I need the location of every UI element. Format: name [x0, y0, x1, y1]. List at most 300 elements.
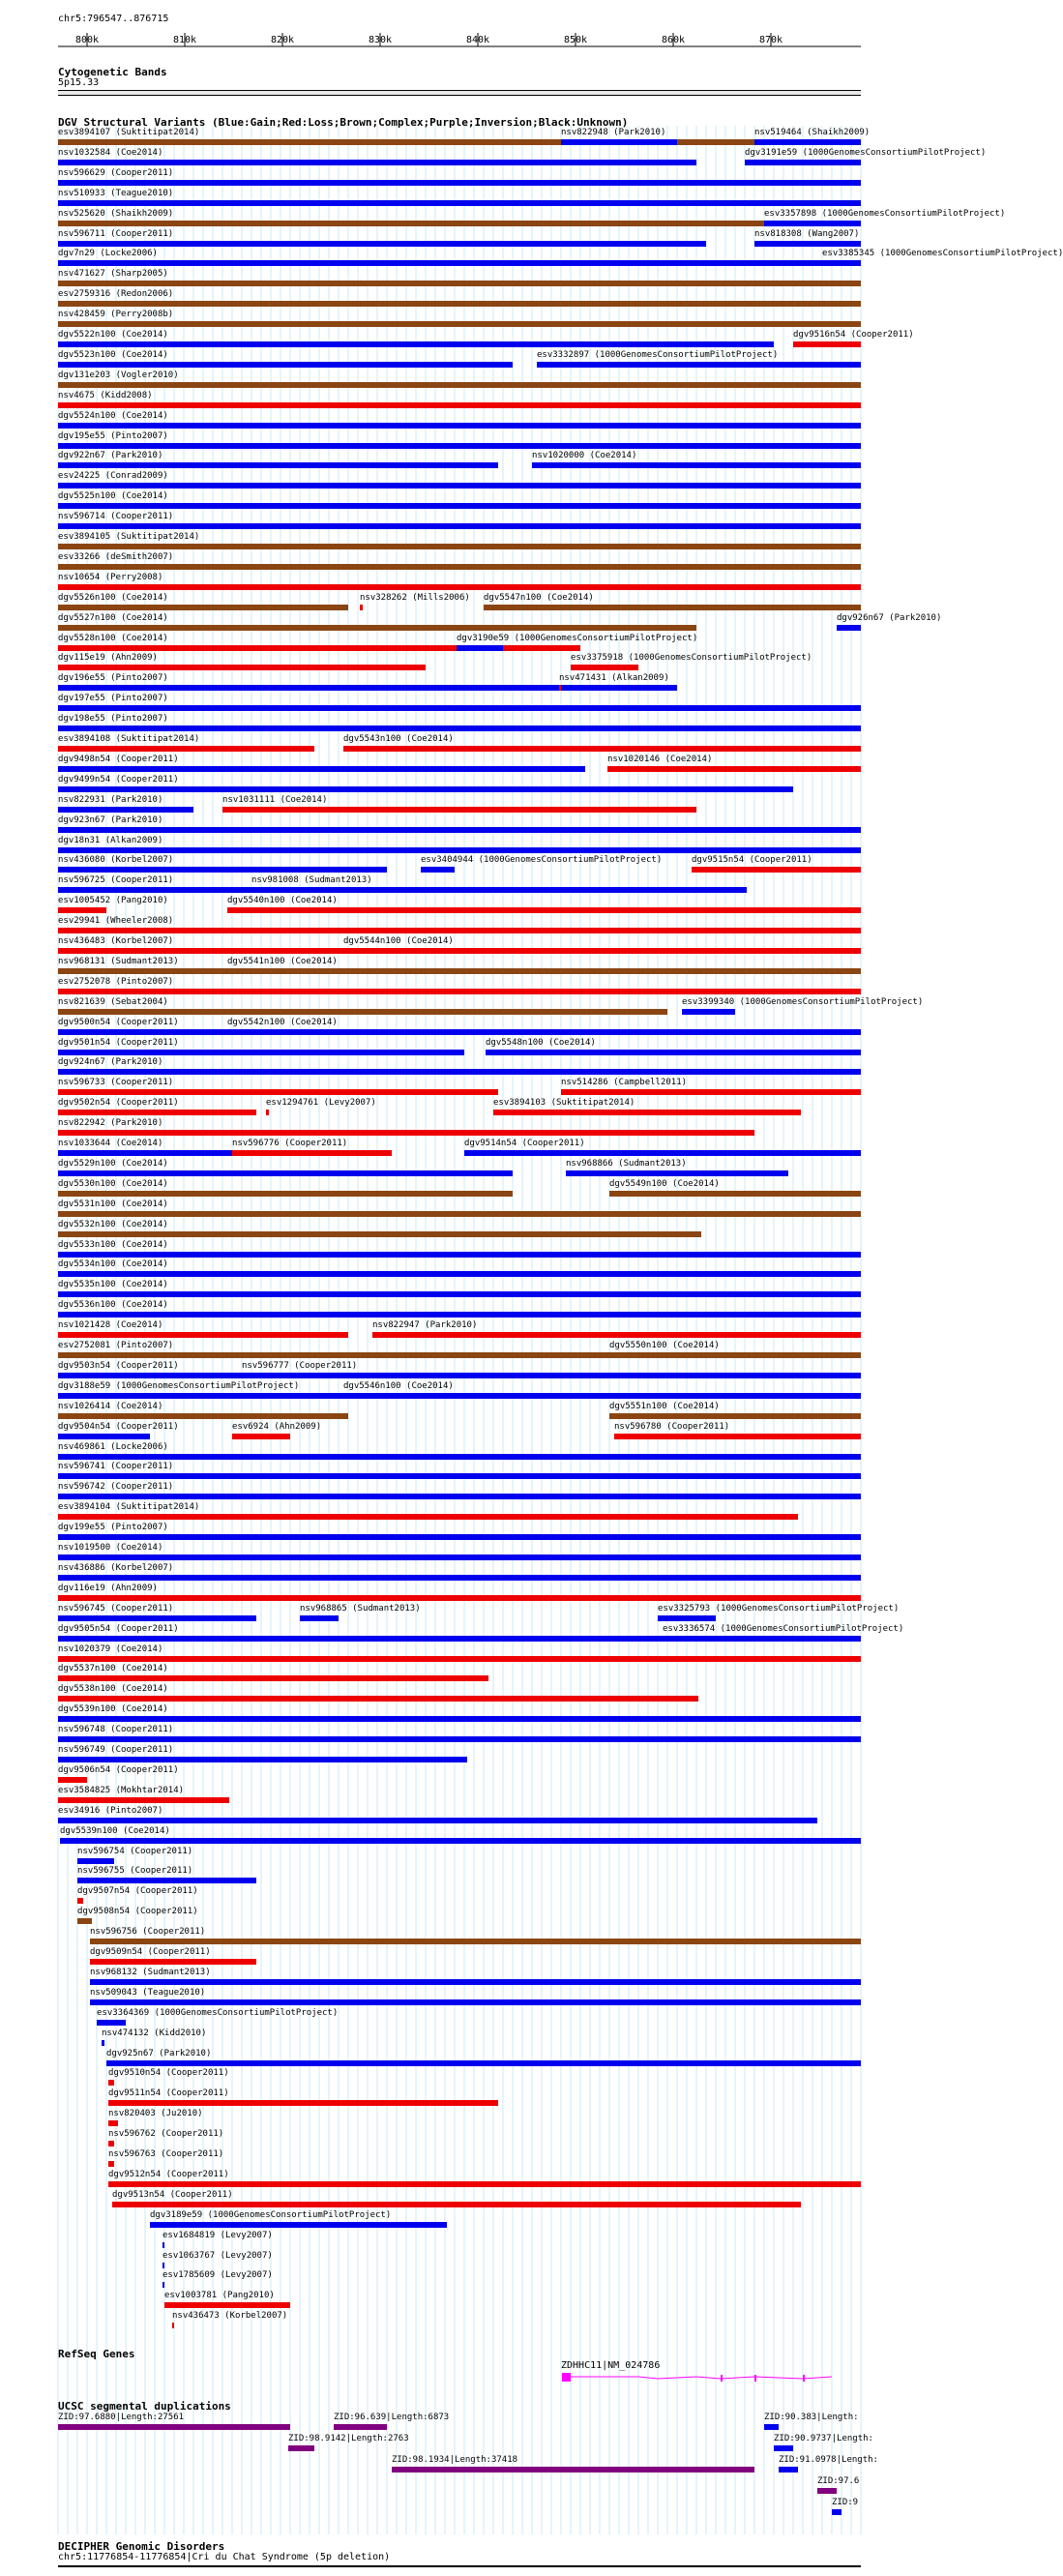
feature-label: dgv115e19 (Ahn2009)	[58, 653, 158, 664]
feature-label: esv2752078 (Pinto2007)	[58, 976, 174, 987]
feature-bar[interactable]	[77, 1918, 92, 1924]
feature-label: nsv510933 (Teague2010)	[58, 188, 174, 198]
feature-label: dgv7n29 (Locke2006)	[58, 249, 158, 259]
feature-label: dgv9508n54 (Cooper2011)	[77, 1907, 198, 1917]
feature-bar[interactable]	[112, 2202, 801, 2207]
feature-bar[interactable]	[58, 867, 387, 873]
feature-bar[interactable]	[58, 423, 861, 429]
feature-label: esv1063767 (Levy2007)	[162, 2250, 273, 2261]
feature-bar[interactable]	[58, 887, 747, 893]
feature-bar[interactable]	[288, 2445, 314, 2451]
feature-label: esv3894105 (Suktitipat2014)	[58, 532, 200, 542]
feature-bar[interactable]	[58, 544, 861, 549]
ruler-tick-label: 860k	[662, 35, 686, 45]
feature-label: dgv9501n54 (Cooper2011)	[58, 1037, 179, 1048]
refseq-exon	[803, 2375, 805, 2382]
feature-bar[interactable]	[421, 867, 455, 873]
feature-label: esv3404944 (1000GenomesConsortiumPilotProject)	[421, 855, 663, 866]
feature-bar[interactable]	[232, 1434, 290, 1439]
feature-bar[interactable]	[58, 1736, 861, 1742]
feature-label: nsv822948 (Park2010)	[561, 128, 666, 137]
feature-label: dgv3191e59 (1000GenomesConsortiumPilotProject)	[745, 147, 987, 158]
feature-bar[interactable]	[58, 1494, 861, 1499]
feature-label: dgv9505n54 (Cooper2011)	[58, 1623, 179, 1634]
feature-label: nsv471431 (Alkan2009)	[559, 673, 669, 684]
feature-label: esv3336574 (1000GenomesConsortiumPilotProject)	[663, 1623, 904, 1634]
feature-bar[interactable]	[607, 766, 861, 772]
feature-label: esv2752081 (Pinto2007)	[58, 1341, 174, 1350]
feature-label: dgv9502n54 (Cooper2011)	[58, 1098, 179, 1109]
feature-bar[interactable]	[58, 1312, 861, 1318]
feature-label: nsv968865 (Sudmant2013)	[300, 1603, 421, 1614]
feature-bar[interactable]	[614, 1434, 861, 1439]
feature-bar[interactable]	[90, 1979, 861, 1985]
feature-bar[interactable]	[58, 1554, 861, 1560]
feature-label: nsv596714 (Cooper2011)	[58, 512, 174, 522]
feature-bar[interactable]	[58, 807, 193, 813]
feature-label: dgv5543n100 (Coe2014)	[343, 734, 454, 744]
feature-bar[interactable]	[227, 1029, 861, 1035]
feature-bar[interactable]	[745, 160, 861, 165]
feature-label: nsv1019500 (Coe2014)	[58, 1543, 163, 1553]
feature-bar[interactable]	[537, 362, 861, 368]
feature-label: dgv197e55 (Pinto2007)	[58, 694, 168, 704]
feature-label: nsv818308 (Wang2007)	[754, 228, 860, 239]
feature-bar[interactable]	[58, 625, 696, 631]
feature-bar[interactable]	[58, 200, 861, 206]
feature-label: dgv116e19 (Ahn2009)	[58, 1583, 158, 1593]
feature-label: nsv469861 (Locke2006)	[58, 1441, 168, 1452]
feature-bar[interactable]	[754, 241, 861, 247]
feature-label: esv1684819 (Levy2007)	[162, 2230, 273, 2240]
feature-label: nsv596745 (Cooper2011)	[58, 1603, 174, 1614]
feature-label: dgv5533n100 (Coe2014)	[58, 1239, 168, 1250]
feature-label: dgv5526n100 (Coe2014)	[58, 592, 168, 603]
feature-label: dgv5544n100 (Coe2014)	[343, 936, 454, 946]
refseq-gene-label: ZDHHC11|NM_024786	[561, 2360, 661, 2371]
feature-label: nsv596733 (Cooper2011)	[58, 1078, 174, 1088]
feature-bar[interactable]	[58, 1009, 667, 1015]
feature-label: nsv471627 (Sharp2005)	[58, 269, 168, 280]
feature-bar[interactable]	[106, 2060, 861, 2066]
feature-bar[interactable]	[571, 665, 638, 670]
feature-bar[interactable]	[232, 1150, 392, 1156]
cytoband-bar[interactable]	[58, 90, 861, 96]
feature-bar[interactable]	[58, 483, 861, 489]
feature-label: nsv822947 (Park2010)	[372, 1320, 478, 1331]
feature-bar[interactable]	[561, 139, 677, 145]
feature-bar[interactable]	[58, 462, 498, 468]
feature-bar[interactable]	[60, 1838, 861, 1844]
feature-bar[interactable]	[58, 1029, 227, 1035]
refseq-track-title: RefSeq Genes	[58, 2348, 135, 2360]
feature-label: esv1003781 (Pang2010)	[164, 2291, 275, 2301]
feature-label: nsv968131 (Sudmant2013)	[58, 956, 179, 966]
feature-label: nsv436473 (Korbel2007)	[172, 2311, 288, 2322]
feature-bar[interactable]	[58, 1089, 498, 1095]
feature-bar[interactable]	[162, 2263, 164, 2268]
feature-label: dgv9511n54 (Cooper2011)	[108, 2088, 229, 2099]
feature-bar[interactable]	[58, 1757, 467, 1762]
feature-bar[interactable]	[58, 1716, 861, 1722]
feature-bar[interactable]	[58, 1170, 513, 1176]
feature-bar[interactable]	[227, 968, 861, 974]
feature-bar[interactable]	[164, 2302, 290, 2308]
segdup-track-title: UCSC segmental duplications	[58, 2400, 231, 2413]
feature-bar[interactable]	[457, 645, 503, 651]
feature-label: nsv519464 (Shaikh2009)	[754, 128, 871, 137]
feature-label: dgv5542n100 (Coe2014)	[227, 1017, 338, 1027]
feature-bar[interactable]	[58, 1434, 150, 1439]
feature-label: dgv5550n100 (Coe2014)	[609, 1341, 720, 1350]
feature-label: dgv9504n54 (Cooper2011)	[58, 1421, 179, 1432]
feature-bar[interactable]	[58, 1231, 701, 1237]
feature-label: dgv5535n100 (Coe2014)	[58, 1280, 168, 1290]
feature-bar[interactable]	[108, 2141, 114, 2147]
feature-bar[interactable]	[58, 1130, 754, 1136]
feature-bar[interactable]	[108, 2100, 498, 2106]
feature-bar[interactable]	[609, 1413, 861, 1419]
feature-bar[interactable]	[360, 605, 363, 610]
feature-bar[interactable]	[227, 907, 861, 913]
feature-bar[interactable]	[97, 2020, 126, 2026]
feature-label: esv3584825 (Mokhtar2014)	[58, 1785, 185, 1795]
feature-label: dgv196e55 (Pinto2007)	[58, 673, 168, 684]
feature-bar[interactable]	[58, 1150, 232, 1156]
cytoband-label: 5p15.33	[58, 77, 100, 88]
feature-label: dgv5536n100 (Coe2014)	[58, 1300, 168, 1311]
feature-bar[interactable]	[372, 1332, 861, 1338]
ruler-tick-label: 850k	[564, 35, 588, 45]
feature-bar[interactable]	[343, 746, 861, 752]
feature-label: dgv5540n100 (Coe2014)	[227, 896, 338, 906]
feature-bar[interactable]	[58, 1291, 861, 1297]
feature-bar[interactable]	[58, 1050, 464, 1055]
feature-bar[interactable]	[58, 1413, 348, 1419]
feature-bar[interactable]	[162, 2282, 164, 2288]
feature-label: dgv5532n100 (Coe2014)	[58, 1219, 168, 1229]
feature-label: nsv820403 (Ju2010)	[108, 2109, 203, 2119]
feature-bar[interactable]	[222, 807, 696, 813]
feature-bar[interactable]	[692, 867, 861, 873]
feature-label: nsv596725 (Cooper2011)	[58, 875, 174, 886]
feature-bar[interactable]	[58, 786, 793, 792]
refseq-exon	[562, 2373, 571, 2382]
feature-bar[interactable]	[837, 625, 861, 631]
decipher-bar[interactable]	[58, 2565, 861, 2567]
feature-bar[interactable]	[58, 725, 861, 731]
feature-label: dgv5551n100 (Coe2014)	[609, 1401, 720, 1411]
feature-label: dgv3188e59 (1000GenomesConsortiumPilotProject)	[58, 1380, 300, 1391]
feature-label: dgv5548n100 (Coe2014)	[486, 1037, 596, 1048]
feature-bar[interactable]	[58, 281, 861, 286]
feature-label: nsv1033644 (Coe2014)	[58, 1139, 163, 1148]
feature-label: dgv5531n100 (Coe2014)	[58, 1199, 168, 1209]
feature-label: dgv5525n100 (Coe2014)	[58, 491, 168, 502]
feature-label: esv24225 (Conrad2009)	[58, 471, 168, 482]
feature-bar[interactable]	[779, 2467, 798, 2472]
feature-bar[interactable]	[77, 1878, 256, 1883]
feature-label: dgv9507n54 (Cooper2011)	[77, 1886, 198, 1897]
feature-bar[interactable]	[58, 1332, 348, 1338]
feature-label: ZID:97.6880|Length:27561	[58, 2413, 185, 2422]
feature-bar[interactable]	[58, 1797, 229, 1803]
feature-label: nsv822942 (Park2010)	[58, 1118, 163, 1129]
feature-bar[interactable]	[300, 1615, 339, 1621]
feature-bar[interactable]	[58, 402, 861, 408]
feature-label: dgv5539n100 (Coe2014)	[58, 1704, 168, 1715]
feature-label: esv3325793 (1000GenomesConsortiumPilotProject)	[658, 1603, 900, 1614]
feature-bar[interactable]	[58, 1069, 861, 1075]
feature-label: ZID:98.1934|Length:37418	[392, 2455, 518, 2465]
feature-bar[interactable]	[832, 2509, 842, 2515]
feature-label: ZID:90.383|Length:	[764, 2413, 859, 2422]
feature-bar[interactable]	[793, 341, 861, 347]
feature-bar[interactable]	[58, 362, 513, 368]
feature-bar[interactable]	[486, 1050, 861, 1055]
feature-label: ZID:9	[832, 2498, 859, 2507]
feature-bar[interactable]	[58, 241, 706, 247]
feature-bar[interactable]	[58, 382, 861, 388]
feature-bar[interactable]	[58, 705, 861, 711]
feature-bar[interactable]	[58, 1191, 513, 1197]
feature-bar[interactable]	[343, 948, 861, 954]
feature-label: nsv968866 (Sudmant2013)	[566, 1158, 687, 1169]
feature-label: nsv1020000 (Coe2014)	[532, 451, 637, 461]
feature-bar[interactable]	[90, 1999, 861, 2005]
feature-label: dgv9510n54 (Cooper2011)	[108, 2068, 229, 2079]
feature-label: dgv5524n100 (Coe2014)	[58, 410, 168, 421]
feature-label: nsv328262 (Mills2006)	[360, 592, 470, 603]
feature-bar[interactable]	[90, 1939, 861, 1944]
feature-label: dgv9509n54 (Cooper2011)	[90, 1947, 211, 1957]
feature-label: nsv968132 (Sudmant2013)	[90, 1967, 211, 1977]
feature-label: dgv925n67 (Park2010)	[106, 2048, 212, 2058]
feature-label: nsv822931 (Park2010)	[58, 794, 163, 805]
feature-label: esv1785609 (Levy2007)	[162, 2270, 273, 2281]
feature-label: nsv514286 (Campbell2011)	[561, 1078, 688, 1088]
feature-bar[interactable]	[58, 685, 677, 691]
feature-label: dgv9515n54 (Cooper2011)	[692, 855, 812, 866]
feature-bar[interactable]	[58, 665, 426, 670]
feature-label: dgv195e55 (Pinto2007)	[58, 430, 168, 441]
feature-bar[interactable]	[172, 2323, 174, 2328]
feature-bar[interactable]	[58, 989, 861, 994]
feature-bar[interactable]	[58, 1575, 861, 1581]
feature-bar[interactable]	[58, 260, 822, 266]
decipher-label: chr5:11776854-11776854|Cri du Chat Syndrome (5p deletion)	[58, 2552, 391, 2562]
feature-bar[interactable]	[58, 1615, 256, 1621]
feature-bar[interactable]	[58, 523, 861, 529]
feature-label: esv3399340 (1000GenomesConsortiumPilotProject)	[682, 996, 924, 1007]
feature-bar[interactable]	[58, 907, 106, 913]
feature-bar[interactable]	[58, 160, 696, 165]
feature-label: esv3894104 (Suktitipat2014)	[58, 1502, 200, 1513]
feature-label: dgv198e55 (Pinto2007)	[58, 714, 168, 725]
feature-label: dgv5523n100 (Coe2014)	[58, 349, 168, 360]
feature-label: dgv9499n54 (Cooper2011)	[58, 774, 179, 785]
feature-bar[interactable]	[162, 2242, 164, 2248]
feature-label: nsv525620 (Shaikh2009)	[58, 208, 174, 219]
feature-bar[interactable]	[58, 1110, 256, 1115]
feature-label: esv3385345 (1000GenomesConsortiumPilotProject)	[822, 249, 1063, 259]
feature-bar[interactable]	[58, 301, 861, 307]
feature-label: nsv596755 (Cooper2011)	[77, 1866, 193, 1877]
feature-bar[interactable]	[561, 1089, 861, 1095]
feature-bar[interactable]	[817, 2488, 837, 2494]
ruler-tick-label: 870k	[759, 35, 783, 45]
feature-bar[interactable]	[242, 1373, 861, 1378]
feature-label: dgv9513n54 (Cooper2011)	[112, 2189, 233, 2200]
feature-bar[interactable]	[58, 847, 861, 853]
feature-label: nsv1020379 (Coe2014)	[58, 1643, 163, 1654]
feature-bar[interactable]	[609, 1352, 861, 1358]
feature-bar[interactable]	[58, 1595, 861, 1601]
feature-label: nsv1032584 (Coe2014)	[58, 147, 163, 158]
feature-label: nsv436080 (Korbel2007)	[58, 855, 174, 866]
feature-bar[interactable]	[251, 887, 387, 893]
feature-bar[interactable]	[58, 341, 774, 347]
feature-bar[interactable]	[58, 1473, 861, 1479]
feature-bar[interactable]	[58, 1777, 87, 1783]
feature-label: ZID:98.9142|Length:2763	[288, 2434, 409, 2443]
position-ruler	[0, 25, 861, 54]
feature-label: esv3894108 (Suktitipat2014)	[58, 734, 200, 744]
feature-label: dgv9506n54 (Cooper2011)	[58, 1764, 179, 1775]
feature-bar[interactable]	[108, 2080, 114, 2086]
feature-bar[interactable]	[58, 1534, 861, 1540]
ruler-tick-label: 810k	[173, 35, 197, 45]
feature-bar[interactable]	[58, 1514, 798, 1520]
refseq-gene-zdhhc11[interactable]	[0, 2370, 861, 2389]
feature-bar[interactable]	[58, 1211, 861, 1217]
feature-bar[interactable]	[58, 928, 861, 933]
feature-bar[interactable]	[58, 1454, 861, 1460]
feature-bar[interactable]	[559, 685, 561, 691]
feature-label: esv3364369 (1000GenomesConsortiumPilotProject)	[97, 2007, 339, 2018]
feature-bar[interactable]	[754, 139, 861, 145]
feature-bar[interactable]	[58, 746, 314, 752]
feature-bar[interactable]	[658, 1615, 716, 1621]
feature-bar[interactable]	[108, 2161, 114, 2167]
feature-label: dgv5546n100 (Coe2014)	[343, 1380, 454, 1391]
feature-label: ZID:96.639|Length:6873	[334, 2413, 450, 2422]
feature-bar[interactable]	[334, 2424, 387, 2430]
feature-label: nsv10654 (Perry2008)	[58, 572, 163, 582]
feature-bar[interactable]	[392, 2467, 754, 2472]
feature-bar[interactable]	[58, 1818, 817, 1823]
feature-label: esv1005452 (Pang2010)	[58, 896, 168, 906]
feature-bar[interactable]	[90, 1959, 256, 1965]
dgv-track	[0, 128, 1063, 2353]
feature-label: esv6924 (Ahn2009)	[232, 1421, 322, 1432]
feature-bar[interactable]	[58, 766, 585, 772]
feature-label: nsv474132 (Kidd2010)	[102, 2028, 207, 2038]
decipher-track-title: DECIPHER Genomic Disorders	[58, 2540, 225, 2553]
feature-bar[interactable]	[566, 1170, 788, 1176]
feature-bar[interactable]	[266, 1110, 269, 1115]
feature-bar[interactable]	[484, 605, 861, 610]
feature-bar[interactable]	[58, 180, 861, 186]
feature-bar[interactable]	[58, 1252, 861, 1258]
feature-label: dgv924n67 (Park2010)	[58, 1057, 163, 1068]
feature-bar[interactable]	[464, 1150, 861, 1156]
feature-label: nsv596756 (Cooper2011)	[90, 1927, 206, 1938]
feature-bar[interactable]	[58, 443, 861, 449]
feature-bar[interactable]	[682, 1009, 735, 1015]
feature-label: esv3357898 (1000GenomesConsortiumPilotProject)	[764, 208, 1006, 219]
feature-label: dgv5534n100 (Coe2014)	[58, 1259, 168, 1270]
feature-bar[interactable]	[58, 1675, 488, 1681]
feature-label: nsv596776 (Cooper2011)	[232, 1139, 348, 1148]
feature-bar[interactable]	[58, 2424, 290, 2430]
feature-label: nsv1021428 (Coe2014)	[58, 1320, 163, 1331]
feature-label: nsv596748 (Cooper2011)	[58, 1725, 174, 1735]
feature-bar[interactable]	[764, 221, 861, 226]
feature-bar[interactable]	[58, 827, 861, 833]
feature-bar[interactable]	[774, 2445, 793, 2451]
feature-label: dgv199e55 (Pinto2007)	[58, 1523, 168, 1533]
feature-bar[interactable]	[822, 260, 861, 266]
feature-bar[interactable]	[532, 462, 861, 468]
feature-bar[interactable]	[493, 1110, 801, 1115]
feature-bar[interactable]	[663, 1636, 692, 1642]
feature-bar[interactable]	[58, 605, 348, 610]
feature-label: nsv596749 (Cooper2011)	[58, 1745, 174, 1755]
feature-label: dgv131e203 (Vogler2010)	[58, 370, 179, 380]
feature-bar[interactable]	[58, 1636, 861, 1642]
feature-bar[interactable]	[102, 2040, 104, 2046]
feature-bar[interactable]	[77, 1898, 83, 1904]
feature-label: dgv922n67 (Park2010)	[58, 451, 163, 461]
feature-bar[interactable]	[609, 1191, 861, 1197]
feature-bar[interactable]	[58, 1696, 698, 1702]
feature-label: dgv3190e59 (1000GenomesConsortiumPilotProject)	[457, 633, 698, 643]
feature-bar[interactable]	[58, 503, 861, 509]
feature-label: dgv5541n100 (Coe2014)	[227, 956, 338, 966]
feature-bar[interactable]	[77, 1858, 114, 1864]
feature-bar[interactable]	[108, 2181, 861, 2187]
feature-bar[interactable]	[764, 2424, 779, 2430]
feature-bar[interactable]	[58, 1271, 861, 1277]
feature-label: nsv596777 (Cooper2011)	[242, 1360, 358, 1371]
feature-label: nsv436886 (Korbel2007)	[58, 1562, 174, 1573]
feature-bar[interactable]	[58, 584, 861, 590]
feature-label: dgv5530n100 (Coe2014)	[58, 1178, 168, 1189]
feature-label: ZID:91.0978|Length:	[779, 2455, 878, 2465]
feature-bar[interactable]	[108, 2120, 118, 2126]
feature-label: esv34916 (Pinto2007)	[58, 1805, 163, 1816]
feature-bar[interactable]	[58, 1656, 861, 1662]
feature-bar[interactable]	[58, 321, 861, 327]
feature-label: esv1294761 (Levy2007)	[266, 1098, 376, 1109]
feature-bar[interactable]	[150, 2222, 447, 2228]
region-label: chr5:796547..876715	[58, 14, 169, 24]
ruler-tick-label: 820k	[271, 35, 295, 45]
feature-label: ZID:90.9737|Length:	[774, 2434, 873, 2443]
feature-label: dgv9514n54 (Cooper2011)	[464, 1139, 585, 1148]
feature-bar[interactable]	[343, 1393, 861, 1399]
feature-label: nsv596741 (Cooper2011)	[58, 1462, 174, 1472]
feature-bar[interactable]	[58, 564, 861, 570]
feature-label: dgv5538n100 (Coe2014)	[58, 1684, 168, 1695]
feature-label: dgv5527n100 (Coe2014)	[58, 612, 168, 623]
feature-label: esv3894103 (Suktitipat2014)	[493, 1098, 635, 1109]
feature-label: esv2759316 (Redon2006)	[58, 289, 174, 300]
feature-bar[interactable]	[58, 221, 764, 226]
segdup-track	[0, 2413, 878, 2529]
feature-label: dgv9500n54 (Cooper2011)	[58, 1017, 179, 1027]
